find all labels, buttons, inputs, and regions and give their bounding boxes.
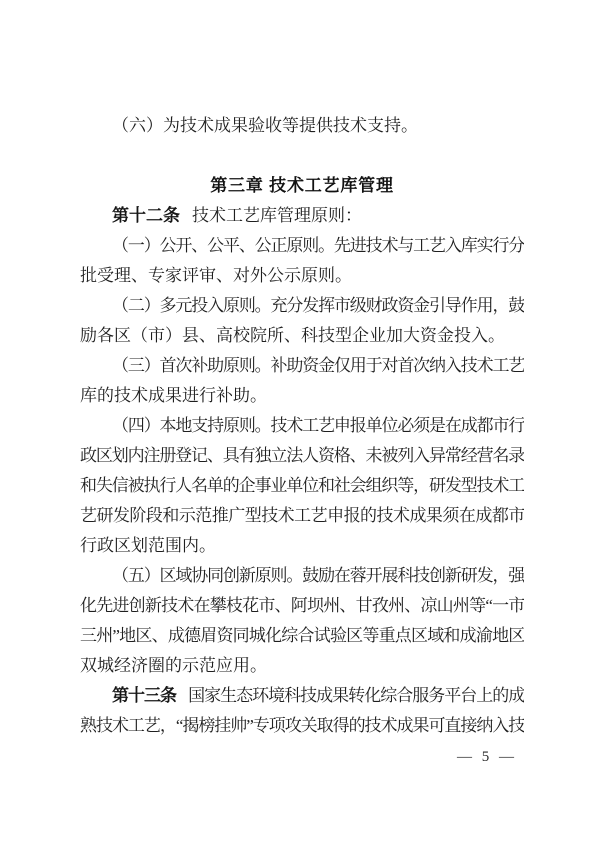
text-line: 双城经济圈的示范应用。 [80,656,267,675]
text-line: 励各区（市）县、高校院所、科技型企业加大资金投入。 [80,326,505,345]
article-number: 第十三条 [112,686,177,705]
text-line: （二）多元投入原则。充分发挥市级财政资金引导作用，鼓 [112,296,524,315]
paragraph [80,231,524,291]
text-line: 库的技术成果进行补助。 [80,386,267,405]
paragraph [80,351,524,411]
text-line: （五）区域协同创新原则。鼓励在蓉开展科技创新研发，强 [112,566,524,585]
text-line: （一）公开、公平、公正原则。先进技术与工艺入库实行分 [112,236,524,255]
text-line [80,681,524,711]
document-body [80,111,524,741]
text-line: 熟技术工艺，“揭榜挂帅”专项攻关取得的技术成果可直接纳入技 [80,716,524,735]
text-line [80,201,524,231]
paragraph [80,201,524,231]
paragraph [80,561,524,681]
text-line: （六）为技术成果验收等提供技术支持。 [112,116,418,135]
page-number: — 5 — [457,749,515,765]
text-line: （三）首次补助原则。补助资金仅用于对首次纳入技术工艺 [112,356,524,375]
text-line: 化先进创新技术在攀枝花市、阿坝州、甘孜州、凉山州等“一市 [80,596,524,615]
text-line: 三州”地区、成德眉资同城化综合试验区等重点区域和成渝地区 [80,626,524,645]
text-line: 艺研发阶段和示范推广型技术工艺申报的技术成果须在成都市 [80,506,524,525]
line-text: 技术工艺库管理原则： [192,206,362,225]
article-number: 第十二条 [112,206,180,225]
paragraph [80,291,524,351]
paragraph [80,411,524,561]
line-text: 国家生态环境科技成果转化综合服务平台上的成 [188,686,524,705]
text-line: 行政区划范围内。 [80,536,216,555]
text-line: （四）本地支持原则。技术工艺申报单位必须是在成都市行 [112,416,524,435]
paragraph [80,111,524,141]
text-line: 和失信被执行人名单的企事业单位和社会组织等，研发型技术工 [80,476,524,495]
text-line: 政区划内注册登记、具有独立法人资格、未被列入异常经营名录 [80,446,524,465]
chapter-heading: 第三章 技术工艺库管理 [210,176,394,195]
paragraph [80,681,524,741]
text-line: 批受理、专家评审、对外公示原则。 [80,266,352,285]
